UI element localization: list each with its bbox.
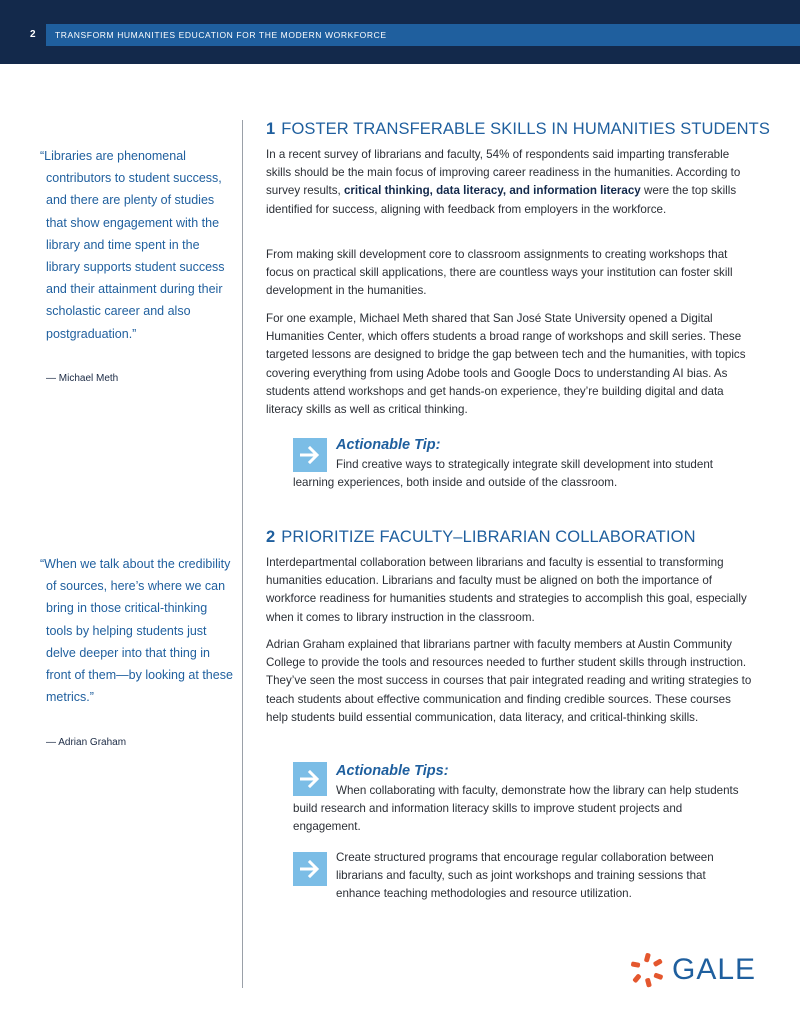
section-1-paragraph-1	[266, 146, 756, 219]
pull-quote-text: “Libraries are phenomenal contributors to student success, and there are plenty of studies that show engagement with the library and time spent in the library supports student success and their attainment during their scholastic career and also postgraduation.”	[40, 149, 225, 341]
section-1-paragraph-2: From making skill development core to classroom assignments to creating workshops that focus on practical skill applications, there are countless ways your institution can foster skill development in the humanities.	[266, 248, 733, 298]
gale-logo-icon	[630, 952, 668, 990]
section-1-title: FOSTER TRANSFERABLE SKILLS IN HUMANITIES STUDENTS	[281, 120, 770, 138]
page-number: 2	[0, 24, 46, 46]
emphasized-skills: critical thinking, data literacy, and information literacy	[343, 184, 641, 198]
pull-quote-meth	[40, 145, 235, 345]
section-2-title: PRIORITIZE FACULTY–LIBRARIAN COLLABORATION	[281, 528, 696, 546]
section-2-paragraph-2: Adrian Graham explained that librarians partner with faculty members at Austin Community College to provide the tools and resources needed to further student skills through instruction. They’ve seen the most success in courses that pair integrated reading and writing strategies to teach students about effective communication and finding credible sources. These courses help students build essential communication, data literacy, and critical-thinking skills.	[266, 638, 752, 724]
section-2-number: 2	[266, 528, 276, 546]
section-1-tip-heading: Actionable Tip:	[336, 437, 441, 453]
section-2-heading	[266, 528, 696, 547]
column-divider	[242, 120, 243, 988]
section-1-heading	[266, 120, 770, 139]
section-1-paragraph-3: For one example, Michael Meth shared that San José State University opened a Digital Humanities Center, which offers students a broad range of workshops and skill series. These targeted lessons are designed to bridge the gap between tech and the humanities, with topics covering everything from using Adobe tools and Google Docs to understanding AI bias. As students attend workshops and get hands-on experience, they’re building digital and data literacy skills as well as critical thinking.	[266, 312, 746, 417]
pull-quote-graham	[40, 553, 235, 708]
section-1-number: 1	[266, 120, 276, 138]
arrow-right-icon	[293, 852, 327, 886]
paragraph-text: In a recent survey of librarians and faculty, 54% of respondents said imparting transferable skills should be the main focus of improving career readiness in the humanities. According to survey results,	[266, 148, 741, 198]
pull-quote-text: “When we talk about the credibility of sources, here’s where we can bring in those critical-thinking tools by helping students just delve deeper into that thing in front of them—by looking at these metrics.”	[40, 557, 233, 705]
quote-attribution-graham: — Adrian Graham	[46, 737, 127, 748]
section-2-tips-heading: Actionable Tips:	[336, 763, 449, 779]
running-header	[0, 24, 800, 46]
section-1-tip-text: Find creative ways to strategically integrate skill development into student learning experiences, both inside and outside of the classroom.	[293, 458, 713, 490]
section-2-tip-2-text: Create structured programs that encourage regular collaboration between librarians and faculty, such as joint workshops and training sessions that enhance teaching methodologies and resource utilization.	[336, 851, 714, 901]
running-title: TRANSFORM HUMANITIES EDUCATION FOR THE MODERN WORKFORCE	[55, 30, 387, 40]
gale-logo	[630, 952, 760, 990]
section-2-paragraph-1: Interdepartmental collaboration between librarians and faculty is essential to transforming humanities education. Librarians and faculty must be aligned on both the importance of workforce readiness for humanities students and strategies to accomplish this goal, especially when it comes to library instruction in the classroom.	[266, 556, 747, 624]
paragraph-text: were the top skills identified for success, aligning with feedback from employers in the workforce.	[266, 184, 737, 216]
section-2-tip-1-text: When collaborating with faculty, demonstrate how the library can help students build research and information literacy skills to improve student projects and engagement.	[293, 784, 739, 834]
quote-attribution-meth: — Michael Meth	[46, 373, 119, 384]
logo-wordmark: GALE	[672, 953, 757, 986]
